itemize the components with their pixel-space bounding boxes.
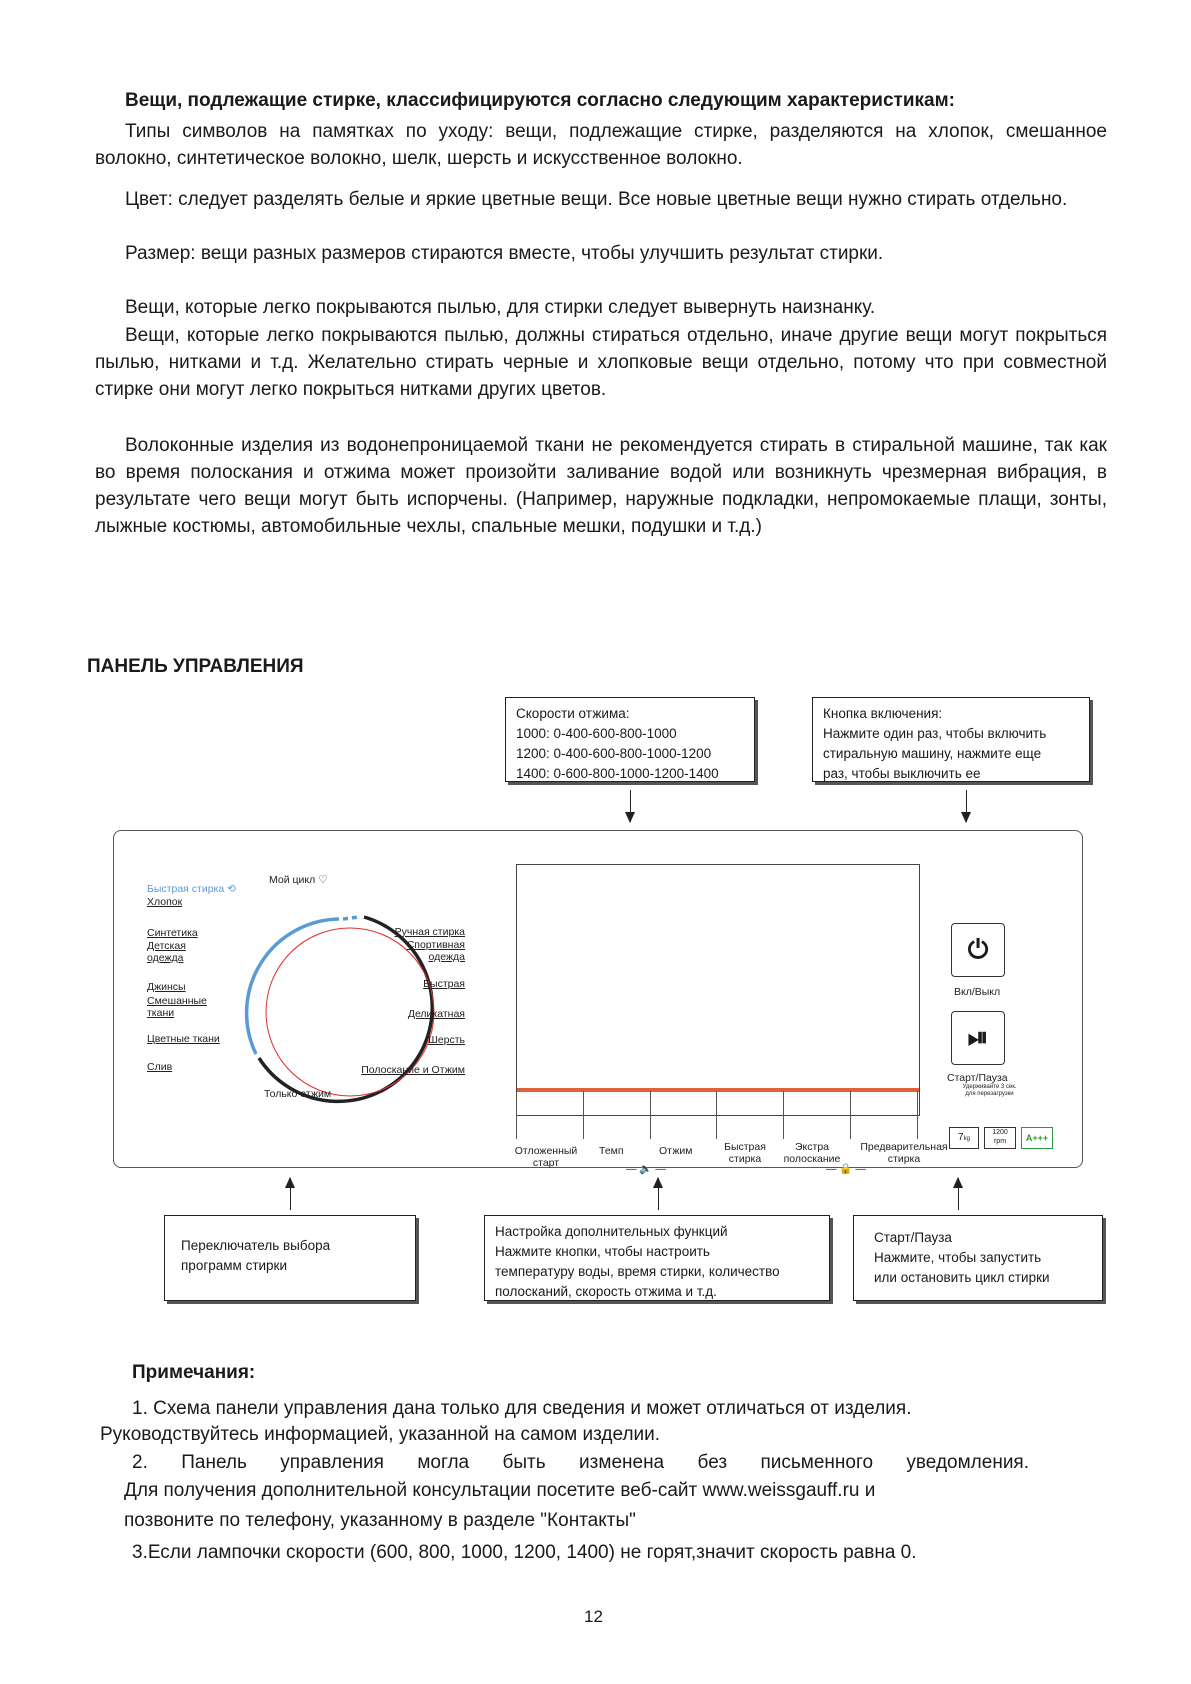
program-jeans[interactable]: Джинсы xyxy=(147,981,186,993)
program-drain[interactable]: Слив xyxy=(147,1061,173,1073)
arrow-down-icon xyxy=(630,790,631,822)
start-pause-callout xyxy=(853,1215,1103,1301)
program-synthetics[interactable]: Синтетика xyxy=(147,927,198,939)
program-selector-callout xyxy=(164,1215,416,1301)
power-label: Вкл/Выкл xyxy=(954,986,1001,998)
callout-line: Скорости отжима: xyxy=(516,706,630,721)
note-1a: 1. Схема панели управления дана только для сведения и может отличаться от изделия. xyxy=(132,1398,912,1419)
paragraph-care-symbols: Типы символов на памятках по уходу: вещи, подлежащие стирке, разделяются на хлопок, смешанное волокно, синтетическое волокно, шелк, шерсть и искусственное волокно. xyxy=(95,121,1107,169)
option-key[interactable] xyxy=(851,1091,918,1139)
delay-start-button[interactable]: Отложенный старт xyxy=(514,1145,578,1169)
sound-icon: — 🔈 — xyxy=(626,1163,666,1175)
paragraph-size: Размер: вещи разных размеров стираются вместе, чтобы улучшить результат стирки. xyxy=(125,243,884,264)
callout-line: Переключатель выбора xyxy=(181,1238,331,1253)
play-pause-icon[interactable]: ⏯ xyxy=(951,1011,1005,1065)
temp-button[interactable]: Темп xyxy=(599,1145,624,1157)
callout-line: полосканий, скорость отжима и т.д. xyxy=(495,1284,717,1299)
callout-line: Нажмите кнопки, чтобы настроить xyxy=(495,1244,710,1259)
section-heading: Вещи, подлежащие стирке, классифицируются согласно следующим характеристикам: xyxy=(125,90,955,111)
callout-line: 1000: 0-400-600-800-1000 xyxy=(516,726,677,741)
my-cycle-label: Мой цикл ♡ xyxy=(269,874,328,886)
program-rinse-spin[interactable]: Полоскание и Отжим xyxy=(361,1064,465,1076)
program-quick[interactable]: Быстрая xyxy=(423,978,465,990)
option-key[interactable] xyxy=(784,1091,851,1139)
spin-speeds-callout xyxy=(505,697,755,782)
paragraph-waterproof: Волоконные изделия из водонепроницаемой ткани не рекомендуется стирать в стиральной машине, так как во время полоскания и отжима может произойти заливание водой или возникнуть чрезмерная вибрация, в результате чего вещи могут быть испорчены. (Например, наружные подкладки, непромокаемые плащи, зонты, лыжные костюмы, автомобильные чехлы, спальные мешки, подушки и т.д.) xyxy=(95,435,1107,537)
option-key[interactable] xyxy=(651,1091,718,1139)
option-key[interactable] xyxy=(717,1091,784,1139)
power-button-callout xyxy=(812,697,1090,782)
callout-line: программ стирки xyxy=(181,1258,288,1273)
energy-class-badge: A+++ xyxy=(1021,1127,1053,1149)
option-key[interactable] xyxy=(584,1091,651,1139)
program-spin-only[interactable]: Только отжим xyxy=(264,1088,332,1100)
callout-line: или остановить цикл стирки xyxy=(874,1270,1050,1285)
program-hand-wash[interactable]: Ручная стирка xyxy=(394,926,465,938)
arrow-up-icon xyxy=(658,1178,659,1210)
prewash-button[interactable]: Предварительная стирка xyxy=(860,1141,948,1165)
paragraph-dust: Вещи, которые легко покрываются пылью, должны стираться отдельно, иначе другие вещи могут покрыться пылью, нитками и т.д. Желательно стирать черные и хлопковые вещи отдельно, потому что при совместной стирке они могут легко покрыться нитками других цветов. xyxy=(95,325,1107,400)
extra-functions-callout xyxy=(484,1215,830,1301)
display-area xyxy=(516,864,920,1116)
start-pause-label: Старт/Пауза xyxy=(947,1072,1008,1084)
program-sport[interactable]: Спортивная одежда xyxy=(406,939,465,963)
program-cotton[interactable]: Хлопок xyxy=(147,896,183,908)
spin-button[interactable]: Отжим xyxy=(659,1145,693,1157)
paragraph-color: Цвет: следует разделять белые и яркие цветные вещи. Все новые цветные вещи нужно стирать отдельно. xyxy=(125,189,1068,210)
arrow-up-icon xyxy=(290,1178,291,1210)
callout-line: раз, чтобы выключить ее xyxy=(823,766,981,781)
child-lock-icon: — 🔒 — xyxy=(826,1163,866,1175)
callout-line: Нажмите, чтобы запустить xyxy=(874,1250,1042,1265)
program-colored[interactable]: Цветные ткани xyxy=(147,1033,220,1045)
extra-rinse-button[interactable]: Экстра полоскание xyxy=(783,1141,841,1165)
callout-line: Нажмите один раз, чтобы включить xyxy=(823,726,1047,741)
arrow-down-icon xyxy=(966,790,967,822)
start-hint: Удерживайте 3 сек. для перезагрузки xyxy=(962,1084,1017,1097)
control-panel xyxy=(113,830,1083,1175)
callout-line: Кнопка включения: xyxy=(823,706,943,721)
program-mixed[interactable]: Смешанные ткани xyxy=(147,995,207,1019)
callout-line: Старт/Пауза xyxy=(874,1230,952,1245)
callout-line: Настройка дополнительных функций xyxy=(495,1224,728,1239)
note-2a: 2. Панель управления могла быть изменена без письменного уведомления. xyxy=(132,1452,1029,1473)
paragraph-inside-out: Вещи, которые легко покрываются пылью, для стирки следует вывернуть наизнанку. xyxy=(125,297,876,318)
note-2c: позвоните по телефону, указанному в разделе "Контакты" xyxy=(124,1510,636,1531)
power-icon[interactable]: ⏻ xyxy=(951,923,1005,977)
option-key[interactable] xyxy=(516,1091,584,1139)
note-2b: Для получения дополнительной консультации посетите веб-сайт www.weissgauff.ru и xyxy=(124,1480,876,1501)
callout-line: стиральную машину, нажмите еще xyxy=(823,746,1042,761)
panel-section-title: ПАНЕЛЬ УПРАВЛЕНИЯ xyxy=(87,656,304,677)
page-number: 12 xyxy=(584,1607,603,1626)
callout-line: 1200: 0-400-600-800-1000-1200 xyxy=(516,746,712,761)
rpm-badge: 1200 rpm xyxy=(984,1127,1016,1149)
note-1b: Руководствуйтесь информацией, указанной на самом изделии. xyxy=(100,1424,661,1445)
program-kids[interactable]: Детская одежда xyxy=(147,940,186,964)
program-wool[interactable]: Шерсть xyxy=(428,1034,465,1046)
fast-wash-label: Быстрая стирка ⟲ xyxy=(147,883,236,895)
callout-line: температуру воды, время стирки, количество xyxy=(495,1264,780,1279)
callout-line: 1400: 0-600-800-1000-1200-1400 xyxy=(516,766,719,781)
option-button-strip xyxy=(516,1091,918,1139)
program-delicate[interactable]: Деликатная xyxy=(407,1008,465,1020)
quick-wash-button[interactable]: Быстрая стирка xyxy=(724,1141,766,1165)
arrow-up-icon xyxy=(958,1178,959,1210)
capacity-badge: 7kg xyxy=(949,1127,979,1149)
notes-title: Примечания: xyxy=(132,1362,256,1383)
note-3: 3.Если лампочки скорости (600, 800, 1000, 1200, 1400) не горят,значит скорость равна 0. xyxy=(132,1542,917,1563)
